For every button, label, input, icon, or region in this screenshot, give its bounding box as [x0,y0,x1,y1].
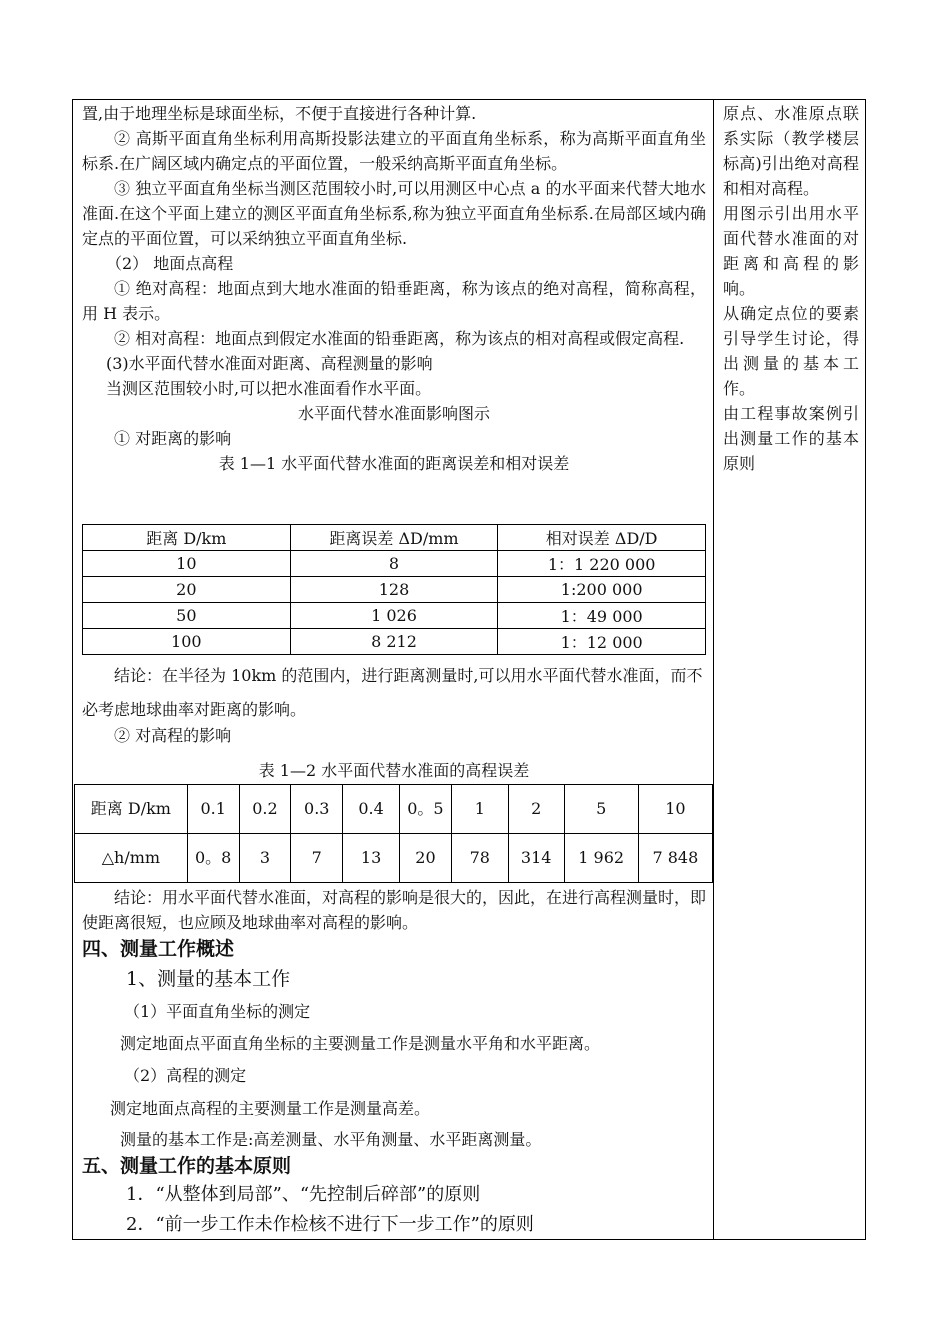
principle-item: 2．“前一步工作未作检核不进行下一步工作”的原则 [126,1214,534,1235]
table-cell: 0。8 [187,834,239,883]
table-cell: 0。5 [400,785,452,834]
teaching-note: 从确定点位的要素引导学生讨论，得出测量的基本工作。 [723,304,859,398]
table-cell: 1：12 000 [498,629,706,655]
table-cell: 1 026 [290,603,498,629]
table-cell: 314 [508,834,564,883]
subheading: ② 对高程的影响 [114,726,232,745]
table-cell: 20 [83,577,291,603]
table-cell: 1：49 000 [498,603,706,629]
table-header-row [83,525,706,551]
paragraph: 测量的基本工作是:高差测量、水平角测量、水平距离测量。 [120,1130,542,1149]
table-row [75,834,713,883]
subheading: ① 对距离的影响 [114,429,232,448]
table-header-cell: 相对误差 ΔD/D [498,525,706,551]
table-row [83,603,706,629]
table-header-cell: 距离误差 ΔD/mm [290,525,498,551]
table-header-cell: 距离 D/km [75,785,188,834]
table-cell: 7 [291,834,343,883]
table-row [83,629,706,655]
table-cell: 0.2 [239,785,291,834]
table-caption: 表 1—2 水平面代替水准面的高程误差 [258,761,530,780]
column-divider [713,99,714,1240]
teaching-note: 用图示引出用水平面代替水准面的对距离和高程的影响。 [723,204,859,298]
table-cell: 1：1 220 000 [498,551,706,577]
table-row [75,785,713,834]
teaching-note: 原点、水准原点联系实际（教学楼层标高)引出绝对高程和相对高程。 [723,104,859,198]
figure-caption: 水平面代替水准面影响图示 [297,404,490,423]
paragraph: 测定地面点高程的主要测量工作是测量高差。 [110,1099,431,1118]
principle-item: 1．“从整体到局部”、“先控制后碎部”的原则 [126,1184,481,1205]
subheading: （2） 地面点高程 [106,254,234,273]
table-cell: 10 [83,551,291,577]
table-cell: 100 [83,629,291,655]
paragraph: 当测区范围较小时,可以把水准面看作水平面。 [106,379,432,398]
conclusion-paragraph: 结论：在半径为 10km 的范围内，进行距离测量时,可以用水平面代替水准面，而不必考虑地球曲率对距离的影响。 [82,666,703,719]
table-row [83,551,706,577]
table-cell: 1 962 [564,834,638,883]
distance-error-table [82,524,706,655]
notes-column [723,101,859,476]
section-heading: 五、测量工作的基本原则 [82,1155,292,1177]
height-error-table [74,784,713,883]
paragraph: 测定地面点平面直角坐标的主要测量工作是测量水平角和水平距离。 [120,1034,601,1053]
table-cell: 0.4 [343,785,400,834]
table-cell: 5 [564,785,638,834]
table-caption: 表 1—1 水平面代替水准面的距离误差和相对误差 [218,454,570,473]
table-cell: 20 [400,834,452,883]
table-cell: 8 212 [290,629,498,655]
table-cell: 2 [508,785,564,834]
table-cell: 7 848 [638,834,712,883]
table-cell: 13 [343,834,400,883]
table-cell: 3 [239,834,291,883]
table-cell: 128 [290,577,498,603]
table-cell: 78 [451,834,508,883]
paragraph: ② 高斯平面直角坐标利用高斯投影法建立的平面直角坐标系，称为高斯平面直角坐标系.在广阔区域内确定点的平面位置，一般采纳高斯平面直角坐标。 [82,129,706,173]
table-cell: 1:200 000 [498,577,706,603]
table-cell: 0.3 [291,785,343,834]
table-header-cell: △h/mm [75,834,188,883]
table-row [83,577,706,603]
section-heading: 四、测量工作概述 [82,938,235,960]
subheading: （1）平面直角坐标的测定 [124,1002,311,1021]
conclusion-paragraph: 结论：用水平面代替水准面，对高程的影响是很大的，因此，在进行高程测量时，即使距离很短，也应顾及地球曲率对高程的影响。 [82,888,707,932]
subheading: （2）高程的测定 [124,1066,247,1085]
paragraph: 置,由于地理坐标是球面坐标，不便于直接进行各种计算. [82,104,477,123]
table-cell: 50 [83,603,291,629]
teaching-note: 由工程事故案例引出测量工作的基本原则 [723,404,859,473]
table-cell: 1 [451,785,508,834]
table-cell: 10 [638,785,712,834]
subsection-heading: 1、测量的基本工作 [126,968,291,990]
table-header-cell: 距离 D/km [83,525,291,551]
paragraph: ② 相对高程：地面点到假定水准面的铅垂距离，称为该点的相对高程或假定高程. [114,329,685,348]
paragraph: ③ 独立平面直角坐标当测区范围较小时,可以用测区中心点 a 的水平面来代替大地水准面.在这个平面上建立的测区平面直角坐标系,称为独立平面直角坐标系.在局部区域内确定点的平面位置，可以采纳独立平面直角坐标. [82,179,706,248]
table-cell: 0.1 [187,785,239,834]
subheading: (3)水平面代替水准面对距离、高程测量的影响 [106,354,433,373]
paragraph: ① 绝对高程：地面点到大地水准面的铅垂距离，称为该点的绝对高程，简称高程，用 H 表示。 [82,279,706,323]
main-column [82,101,706,476]
table-cell: 8 [290,551,498,577]
